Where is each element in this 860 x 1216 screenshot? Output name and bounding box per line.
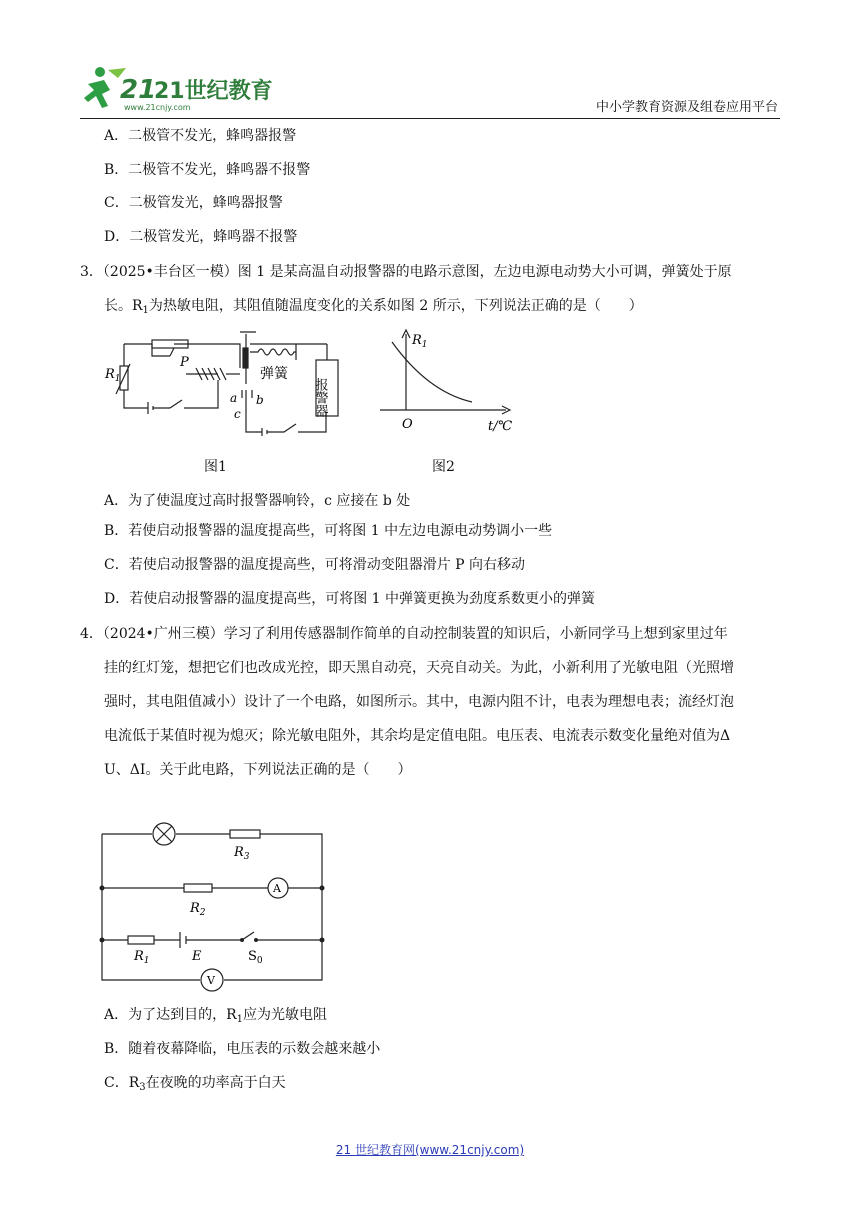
site-logo [78,64,273,114]
label-r3: $R_3$ [234,845,250,862]
q3-figure1-circuit [100,328,350,452]
q4-circuit-diagram [98,820,328,986]
r1-temperature-curve [392,342,472,402]
label-r1: $R_1$ [134,949,150,966]
q4-option-a: A．为了达到目的，$R_1$应为光敏电阻 [104,1007,328,1025]
q4-stem-line3: 强时，其电阻值减小）设计了一个电路，如图所示。其中，电源内阻不计，电表为理想电表；流经灯泡 [104,694,734,710]
q2-option-c: C．二极管发光，蜂鸣器报警 [104,195,283,211]
q4-stem-line5: U、ΔI。关于此电路，下列说法正确的是（ ） [104,762,412,778]
q4-stem-line1: 4．（2024•广州三模）学习了利用传感器制作简单的自动控制装置的知识后，小新同学马上想到家里过年 [80,626,728,642]
voltmeter-label: V [207,974,215,987]
q3-figure2-graph [370,326,530,438]
q3-option-d: D．若使启动报警器的温度提高些，可将图 1 中弹簧更换为劲度系数更小的弹簧 [104,591,596,607]
header-divider [80,118,780,119]
resistor-r1 [128,936,154,944]
fig2-label-origin: O [402,417,413,432]
label-r2: $R_2$ [190,901,206,918]
q3-option-a: A．为了使温度过高时报警器响铃，c 应接在 b 处 [104,493,411,509]
q4-option-c: C．$R_3$在夜晚的功率高于白天 [104,1075,286,1093]
q2-option-b: B．二极管不发光，蜂鸣器不报警 [104,162,311,178]
fig1-label-a: a [230,391,238,405]
resistor-r3 [230,830,260,838]
fig2-label-t-axis: t/℃ [488,419,513,434]
fig1-label-r1: $R_1$ [105,367,121,384]
resistor-r2 [184,884,212,892]
q2-option-a: A．二极管不发光，蜂鸣器报警 [104,128,297,144]
platform-title: 中小学教育资源及组卷应用平台 [595,100,778,115]
label-s0: $S_0$ [248,949,263,966]
fig1-label-c: c [234,407,241,421]
fig2-label-r1: $R_1$ [412,333,428,350]
q3-figure1-caption: 图1 [204,459,227,475]
q4-stem-line2: 挂的红灯笼，想把它们也改成光控，即天黑自动亮，天亮自动关。为此，小新利用了光敏电阻（光照增 [104,660,734,676]
q3-option-c: C．若使启动报警器的温度提高些，可将滑动变阻器滑片 P 向右移动 [104,557,526,573]
battery-e [180,932,186,948]
ammeter-label: A [273,882,281,895]
q2-option-d: D．二极管发光，蜂鸣器不报警 [104,229,298,245]
fig1-label-p: P [180,355,189,370]
q4-stem-line4: 电流低于某值时视为熄灭；除光敏电阻外，其余均是定值电阻。电压表、电流表示数变化量绝对值为Δ [104,728,731,744]
q4-option-b: B．随着夜幕降临，电压表的示数会越来越小 [104,1041,381,1057]
fig1-label-b: b [256,393,264,407]
label-e: E [192,949,202,964]
svg-text:21: 21 [120,75,157,105]
fig1-alarm-label: 报警器 [312,378,328,417]
q3-stem-line1: 3．（2025•丰台区一模）图 1 是某高温自动报警器的电路示意图，左边电源电动势大小可调，弹簧处于原 [80,264,732,280]
q3-stem-line2: 长。$R_1$为热敏电阻，其阻值随温度变化的关系如图 2 所示，下列说法正确的是（ ） [104,298,643,316]
fig1-label-spring: 弹簧 [260,366,288,382]
footer-link[interactable]: 21 世纪教育网(www.21cnjy.com) [335,1143,525,1157]
logo-text: 21世纪教育 [154,79,273,104]
q3-figure2-caption: 图2 [432,459,455,475]
logo-url: www.21cnjy.com [124,103,191,112]
q3-option-b: B．若使启动报警器的温度提高些，可将图 1 中左边电源电动势调小一些 [104,523,553,539]
